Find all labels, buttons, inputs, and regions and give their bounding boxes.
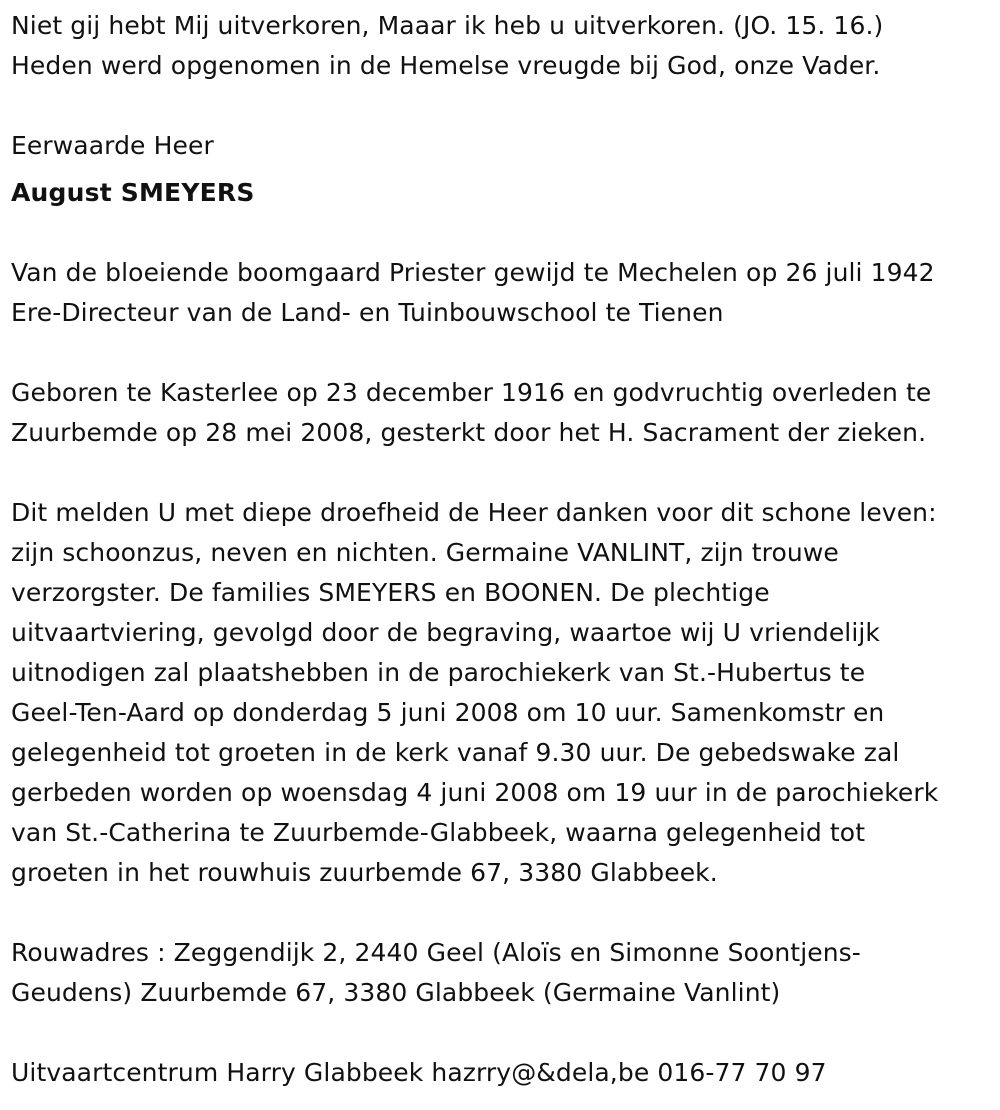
ordination-line-1: Van de bloeiende boomgaard Priester gewijd te Mechelen op 26 juli 1942 xyxy=(11,258,935,287)
announcement-line-3: verzorgster. De families SMEYERS en BOONEN. De plechtige xyxy=(11,578,770,607)
announcement-line-2: zijn schoonzus, neven en nichten. Germaine VANLINT, zijn trouwe xyxy=(11,538,839,567)
announcement-line-6: Geel-Ten-Aard op donderdag 5 juni 2008 om 10 uur. Samenkomstr en xyxy=(11,698,885,727)
announcement-line-10: groeten in het rouwhuis zuurbemde 67, 3380 Glabbeek. xyxy=(11,858,718,887)
announcement-line-7: gelegenheid tot groeten in de kerk vanaf 9.30 uur. De gebedswake zal xyxy=(11,738,900,767)
announcement-line-4: uitvaartviering, gevolgd door de begraving, waartoe wij U vriendelijk xyxy=(11,618,881,647)
scripture-line-2: Heden werd opgenomen in de Hemelse vreugde bij God, onze Vader. xyxy=(11,51,881,80)
address-line-2: Geudens) Zuurbemde 67, 3380 Glabbeek (Germaine Vanlint) xyxy=(11,978,781,1007)
address-line-1: Rouwadres : Zeggendijk 2, 2440 Geel (Aloïs en Simonne Soontjens- xyxy=(11,938,861,967)
deceased-name: August SMEYERS xyxy=(11,178,255,207)
funeral-home-contact: Uitvaartcentrum Harry Glabbeek hazrry@&dela,be 016-77 70 97 xyxy=(11,1058,827,1087)
ordination-line-2: Ere-Directeur van de Land- en Tuinbouwschool te Tienen xyxy=(11,298,724,327)
announcement-line-5: uitnodigen zal plaatshebben in de parochiekerk van St.-Hubertus te xyxy=(11,658,866,687)
birth-death-line-2: Zuurbemde op 28 mei 2008, gesterkt door het H. Sacrament der zieken. xyxy=(11,418,927,447)
scripture-line-1: Niet gij hebt Mij uitverkoren, Maaar ik heb u uitverkoren. (JO. 15. 16.) xyxy=(11,11,884,40)
honorific-title: Eerwaarde Heer xyxy=(11,131,214,160)
announcement-line-9: van St.-Catherina te Zuurbemde-Glabbeek, waarna gelegenheid tot xyxy=(11,818,866,847)
birth-death-line-1: Geboren te Kasterlee op 23 december 1916 en godvruchtig overleden te xyxy=(11,378,932,407)
announcement-line-1: Dit melden U met diepe droefheid de Heer danken voor dit schone leven: xyxy=(11,498,937,527)
announcement-line-8: gerbeden worden op woensdag 4 juni 2008 om 19 uur in de parochiekerk xyxy=(11,778,939,807)
